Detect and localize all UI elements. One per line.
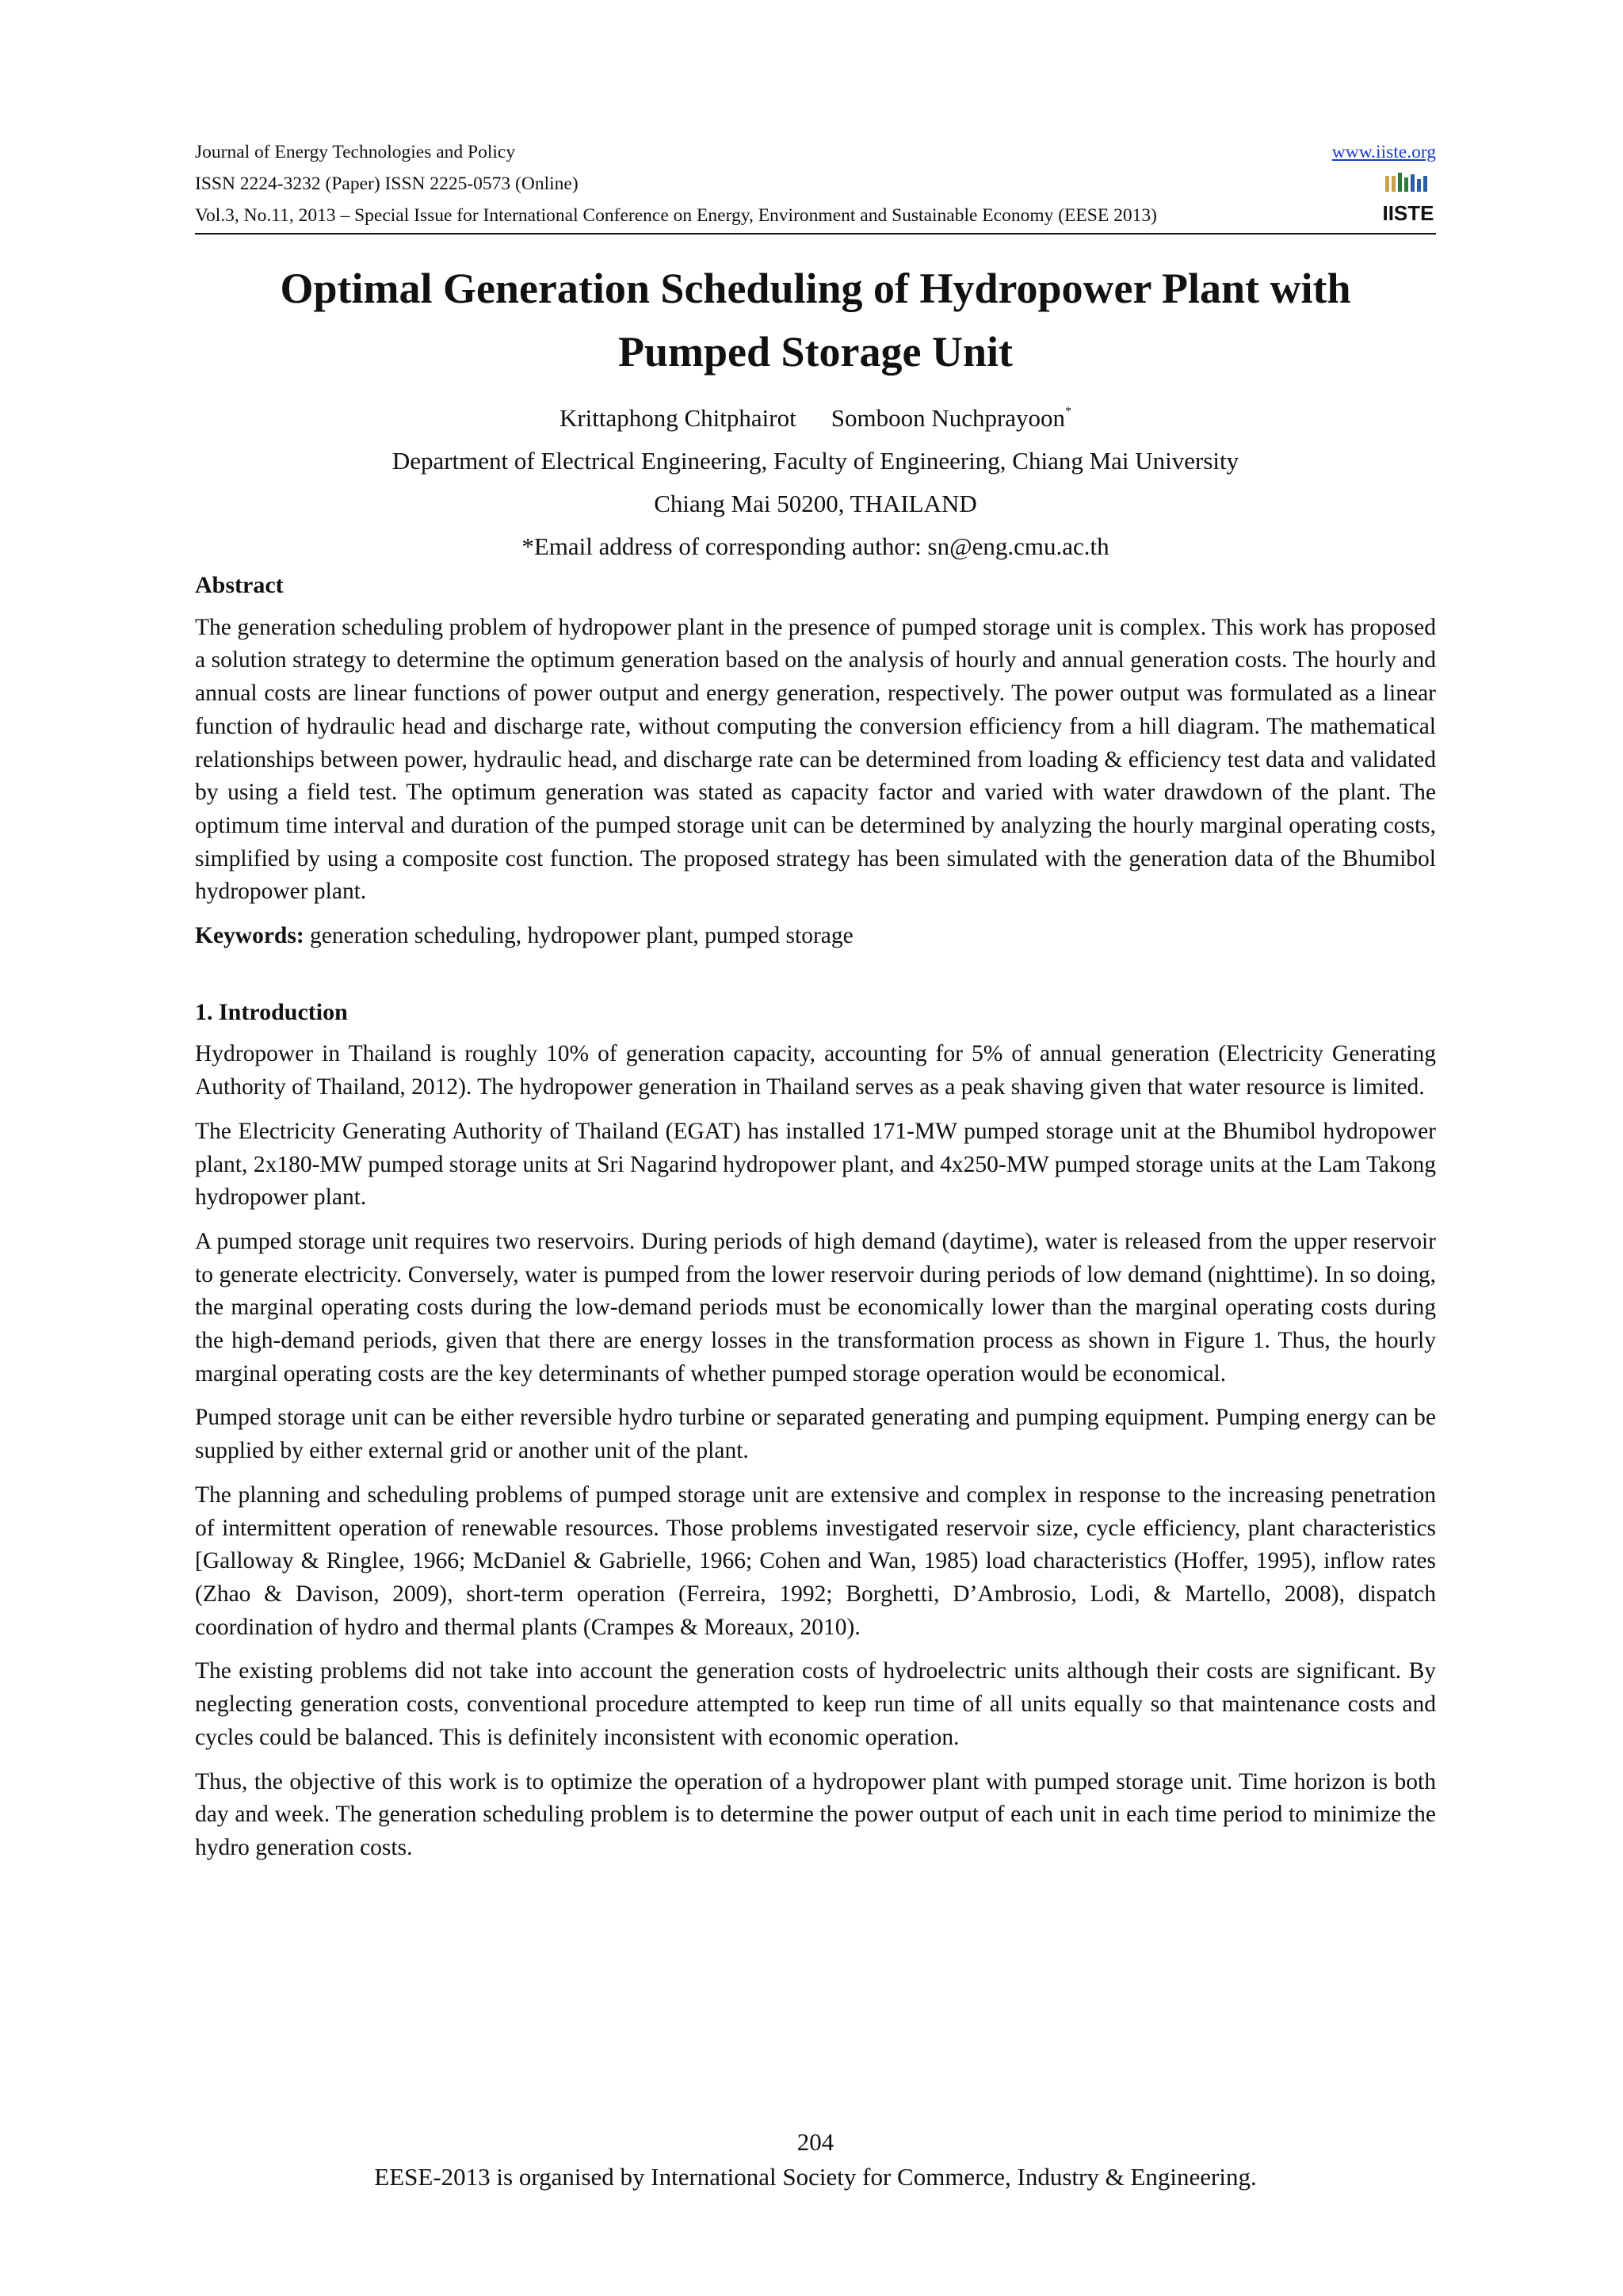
header-divider [195, 233, 1436, 235]
author-2-name: Somboon Nuchprayoon [831, 404, 1066, 432]
abstract-text: The generation scheduling problem of hydropower plant in the presence of pumped storage unit is complex. This work has proposed a solution strategy to determine the optimum generation based on the analysis of hourly and annual generation costs. The hourly and annual costs are linear functions of power output and energy generation, respectively. The power output was formulated as a linear function of hydraulic head and discharge rate, without computing the conversion efficiency from a hill diagram. The mathematical relationships between power, hydraulic head, and discharge rate can be determined from loading & efficiency test data and validated by using a field test. The optimum generation was stated as capacity factor and varied with water drawdown of the plant. The optimum time interval and duration of the pumped storage unit can be determined by analyzing the hourly marginal operating costs, simplified by using a composite cost function. The proposed strategy has been simulated with the generation data of the Bhumibol hydropower plant. [195, 614, 1436, 905]
author-1: Krittaphong Chitphairot [559, 404, 796, 432]
keywords [195, 920, 1436, 953]
page-footer [195, 2125, 1436, 2195]
abstract-heading: Abstract [195, 572, 284, 598]
keywords-list: generation scheduling, hydropower plant, pumped storage [304, 923, 854, 949]
intro-paragraph: The planning and scheduling problems of pumped storage unit are extensive and complex in response to the increasing penetration of intermittent operation of renewable resources. Those problems investigated reservoir size, cycle efficiency, plant characteristics [Galloway & Ringlee, 1966; McDaniel & Gabrielle, 1966; Cohen and Wan, 1985) load characteristics (Hoffer, 1995), inflow rates (Zhao & Davison, 2009), short-term operation (Ferreira, 1992; Borghetti, D’Ambrosio, Lodi, & Martello, 2008), dispatch coordination of hydro and thermal plants (Crampes & Moreaux, 2010). [195, 1482, 1436, 1640]
author-2 [831, 404, 1071, 432]
paper-body [195, 569, 1436, 1876]
author-address: Chiang Mai 50200, THAILAND [654, 490, 977, 517]
iiste-logo-icon [1381, 170, 1436, 233]
journal-volume: Vol.3, No.11, 2013 – Special Issue for International Conference on Energy, Environment and Sustainable Economy (EESE 2013) [195, 205, 1157, 226]
journal-header [195, 136, 1436, 231]
journal-name: Journal of Energy Technologies and Policy [195, 142, 516, 162]
author-names [195, 391, 1436, 440]
intro-paragraph: The Electricity Generating Authority of Thailand (EGAT) has installed 171-MW pumped storage unit at the Bhumibol hydropower plant, 2x180-MW pumped storage units at Sri Nagarind hydropower plant, and 4x250-MW pumped storage units at the Lam Takong hydropower plant. [195, 1118, 1436, 1211]
paper-title-line-1: Optimal Generation Scheduling of Hydropower Plant with [280, 265, 1351, 312]
paper-title [195, 257, 1436, 383]
page-number: 204 [796, 2128, 834, 2156]
author-block [195, 391, 1436, 568]
introduction-heading: 1. Introduction [195, 998, 348, 1025]
intro-paragraph: A pumped storage unit requires two reservoirs. During periods of high demand (daytime), water is released from the upper reservoir to generate electricity. Conversely, water is pumped from the lower reservoir during periods of low demand (nighttime). In so doing, the marginal operating costs during the low-demand periods must be economically lower than the marginal operating costs during the high-demand periods, given that there are energy losses in the transformation process as shown in Figure 1. Thus, the hourly marginal operating costs are the key determinants of whether pumped storage operation would be economical. [195, 1228, 1436, 1386]
intro-paragraph: Pumped storage unit can be either reversible hydro turbine or separated generating and pumping equipment. Pumping energy can be supplied by either external grid or another unit of the plant. [195, 1405, 1436, 1464]
journal-url-link[interactable]: www.iiste.org [1331, 142, 1436, 162]
journal-issn: ISSN 2224-3232 (Paper) ISSN 2225-0573 (Online) [195, 174, 579, 194]
intro-paragraph: Hydropower in Thailand is roughly 10% of generation capacity, accounting for 5% of annual generation (Electricity Generating Authority of Thailand, 2012). The hydropower generation in Thailand serves as a peak shaving given that water resource is limited. [195, 1041, 1436, 1100]
author-affiliation: Department of Electrical Engineering, Faculty of Engineering, Chiang Mai University [391, 447, 1239, 475]
author-email: *Email address of corresponding author: sn@eng.cmu.ac.th [521, 532, 1109, 560]
logo-lettering: IISTE [1382, 201, 1434, 225]
intro-paragraph: Thus, the objective of this work is to optimize the operation of a hydropower plant with pumped storage unit. Time horizon is both day and week. The generation scheduling problem is to determine the power output of each unit in each time period to minimize the hydro generation costs. [195, 1768, 1436, 1860]
organiser-note: EESE-2013 is organised by International Society for Commerce, Industry & Engineering. [374, 2163, 1257, 2191]
corresponding-mark: * [1065, 405, 1072, 418]
paper-title-line-2: Pumped Storage Unit [618, 328, 1013, 376]
keywords-label: Keywords: [195, 923, 304, 949]
intro-paragraph: The existing problems did not take into account the generation costs of hydroelectric units although their costs are significant. By neglecting generation costs, conventional procedure attempted to keep run time of all units equally so that maintenance costs and cycles could be balanced. This is definitely inconsistent with economic operation. [195, 1658, 1436, 1750]
